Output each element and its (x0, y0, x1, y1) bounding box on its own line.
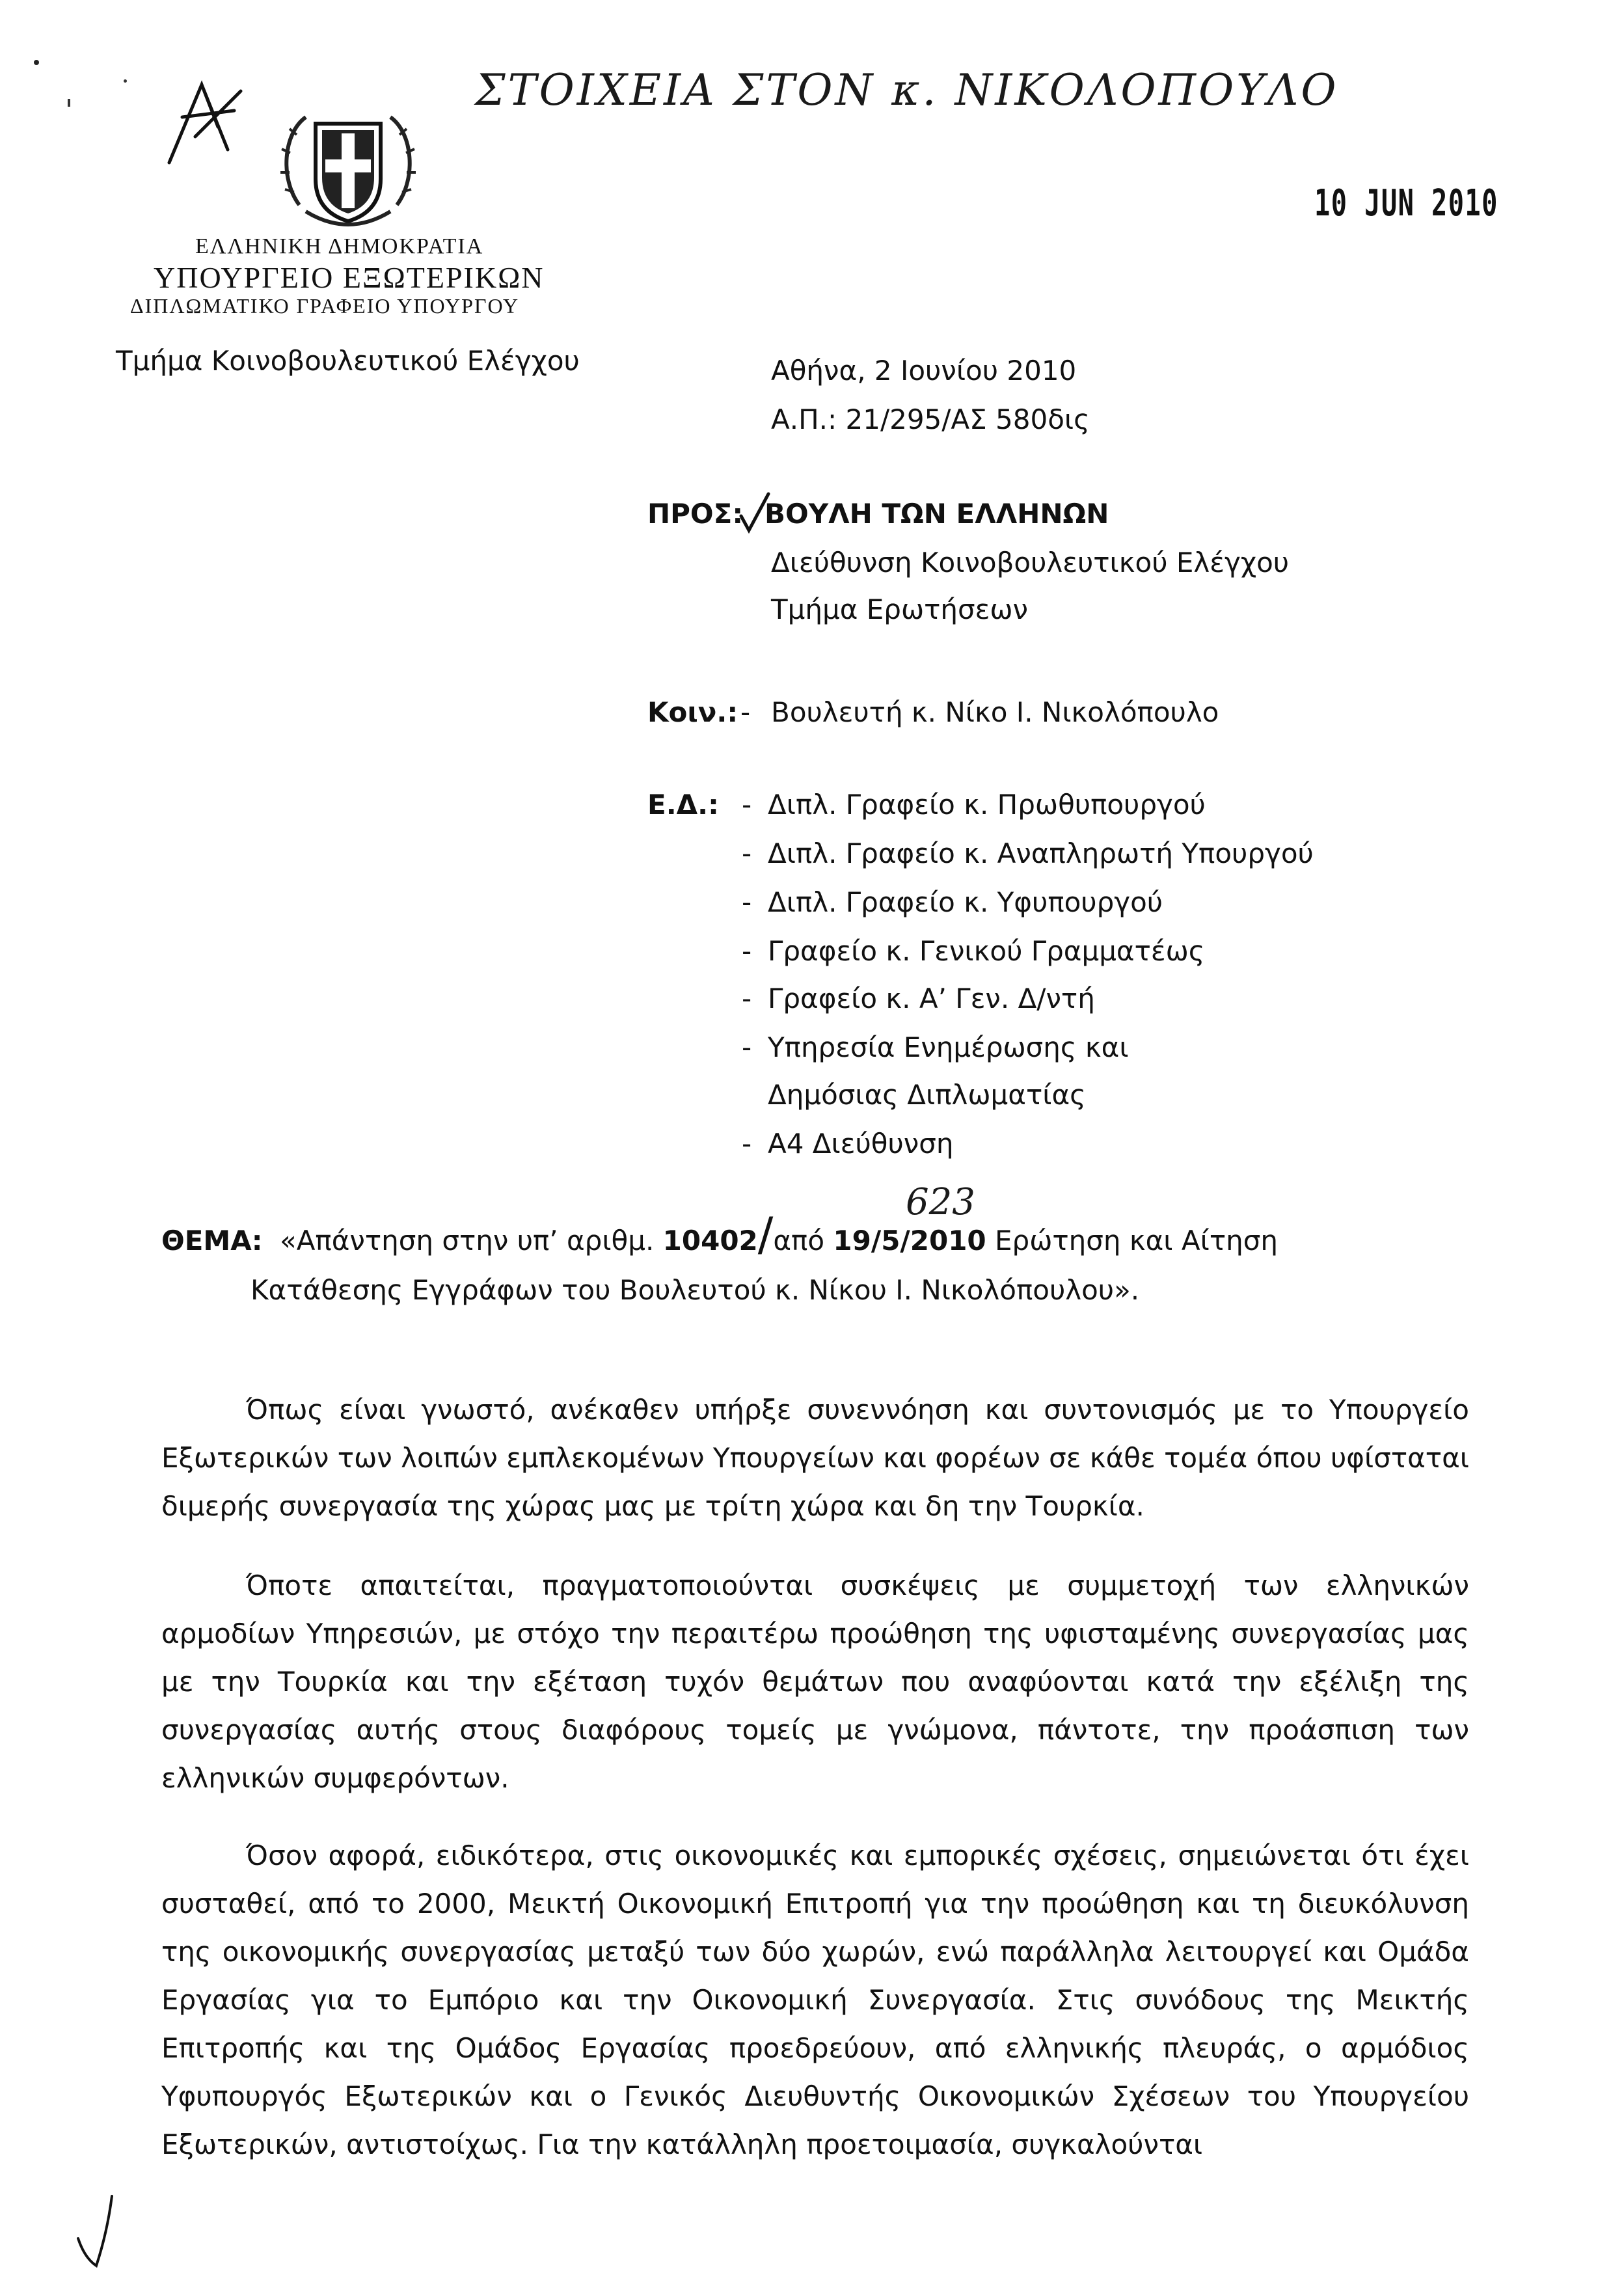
ed-list-item: Διπλ. Γραφείο κ. Πρωθυπουργού (768, 789, 1206, 821)
koin-dash: - (740, 696, 751, 728)
department-name: Τμήμα Κοινοβουλευτικού Ελέγχου (116, 345, 580, 377)
ed-list-item: Γραφείο κ. Γενικού Γραμματέως (768, 935, 1205, 967)
ed-label: Ε.Δ.: (647, 789, 719, 821)
ed-list-item: Υπηρεσία Ενημέρωσης και (768, 1031, 1129, 1063)
header-republic: ΕΛΛΗΝΙΚΗ ΔΗΜΟΚΡΑΤΙΑ (195, 234, 484, 258)
list-dash: - (742, 886, 752, 918)
list-dash: - (742, 837, 752, 869)
handwritten-reference-number: 623 (906, 1181, 975, 1223)
ed-list-item: Διπλ. Γραφείο κ. Αναπληρωτή Υπουργού (768, 837, 1314, 869)
subject-date: 19/5/2010 (833, 1225, 986, 1256)
subject-slash: / (757, 1208, 774, 1261)
recipient-section: Τμήμα Ερωτήσεων (771, 593, 1028, 625)
place-date: Αθήνα, 2 Ιουνίου 2010 (771, 355, 1077, 387)
recipient-name: ΒΟΥΛΗ ΤΩΝ ΕΛΛΗΝΩΝ (765, 498, 1109, 530)
scan-speck (34, 60, 39, 65)
ed-list-item-continuation: Δημόσιας Διπλωματίας (768, 1079, 1086, 1111)
subject-line-2: Κατάθεσης Εγγράφων του Βουλευτού κ. Νίκου Ι. Νικολόπουλου». (250, 1274, 1140, 1306)
koin-recipient: Βουλευτή κ. Νίκο Ι. Νικολόπουλο (771, 696, 1219, 728)
subject-text-end: Ερώτηση και Αίτηση (986, 1225, 1278, 1256)
subject-line-1 (280, 1208, 1278, 1261)
header-office: ΔΙΠΛΩΜΑΤΙΚΟ ΓΡΑΦΕΙΟ ΥΠΟΥΡΓΟΥ (130, 294, 520, 318)
body-paragraph: Όπως είναι γνωστό, ανέκαθεν υπήρξε συνεννόηση και συντονισμός με το Υπουργείο Εξωτερικών των λοιπών εμπλεκομένων Υπουργείων και φορέων σε κάθε τομέα όπου υφίσταται διμερής συνεργασία της χώρας μας με τρίτη χώρα και δη την Τουρκία. (161, 1394, 1469, 1522)
list-dash: - (742, 983, 752, 1014)
list-dash: - (742, 1128, 752, 1160)
list-dash: - (742, 935, 752, 967)
ed-list-item: Α4 Διεύθυνση (768, 1128, 954, 1160)
header-ministry: ΥΠΟΥΡΓΕΙΟ ΕΞΩΤΕΡΙΚΩΝ (154, 261, 545, 294)
date-stamp: 10 JUN 2010 (1314, 182, 1498, 224)
list-dash: - (742, 789, 752, 821)
protocol-number: Α.Π.: 21/295/ΑΣ 580δις (771, 403, 1090, 435)
recipient-label: ΠΡΟΣ: (647, 498, 744, 530)
body-paragraph: Όσον αφορά, ειδικότερα, στις οικονομικές και εμπορικές σχέσεις, σημειώνεται ότι έχει συσταθεί, από το 2000, Μεικτή Οικονομική Επιτροπή για την προώθηση και τη διευκόλυνση της οικονομικής συνεργασίας μεταξύ των δύο χωρών, ενώ παράλληλα λειτουργεί και Ομάδα Εργασίας για το Εμπόριο και την Οικονομική Συνεργασία. Στις συνόδους της Μεικτής Επιτροπής και της Ομάδος Εργασίας προεδρεύουν, από ελληνικής πλευράς, ο αρμόδιος Υφυπουργός Εξωτερικών και ο Γενικός Διευθυντής Οικονομικών Σχέσεων του Υπουργείου Εξωτερικών, αντιστοίχως. Για την κατάλληλη προετοιμασία, συγκαλούνται (161, 1840, 1469, 2160)
scan-speck (68, 99, 70, 107)
handwritten-tick-mark (72, 2193, 124, 2271)
koin-label: Κοιν.: (647, 696, 738, 728)
ed-list-item: Διπλ. Γραφείο κ. Υφυπουργού (768, 886, 1163, 918)
ed-list-item: Γραφείο κ. Α’ Γεν. Δ/ντή (768, 983, 1095, 1014)
subject-text: «Απάντηση στην υπ’ αριθμ. (280, 1225, 663, 1256)
scan-speck (124, 79, 127, 83)
coat-of-arms-emblem (280, 107, 416, 231)
handwritten-initials-mark (156, 72, 254, 169)
subject-question-number: 10402 (662, 1225, 758, 1256)
subject-apo: από (773, 1225, 833, 1256)
body-paragraph: Όποτε απαιτείται, πραγματοποιούνται συσκέψεις με συμμετοχή των ελληνικών αρμοδίων Υπηρεσιών, με στόχο την περαιτέρω προώθηση της υφισταμένης συνεργασίας μας με την Τουρκία και την εξέταση τυχόν θεμάτων που αναφύονται κατά την εξέλιξη της συνεργασίας αυτής στους διαφόρους τομείς με γνώμονα, πάντοτε, την προάσπιση των ελληνικών συμφερόντων. (161, 1569, 1469, 1794)
list-dash: - (742, 1031, 752, 1063)
subject-label: ΘΕΜΑ: (161, 1225, 263, 1256)
recipient-directorate: Διεύθυνση Κοινοβουλευτικού Ελέγχου (771, 547, 1290, 578)
handwritten-note: ΣΤΟΙΧΕΙΑ ΣΤΟΝ κ. ΝΙΚΟΛΟΠΟΥΛΟ (475, 65, 1339, 115)
